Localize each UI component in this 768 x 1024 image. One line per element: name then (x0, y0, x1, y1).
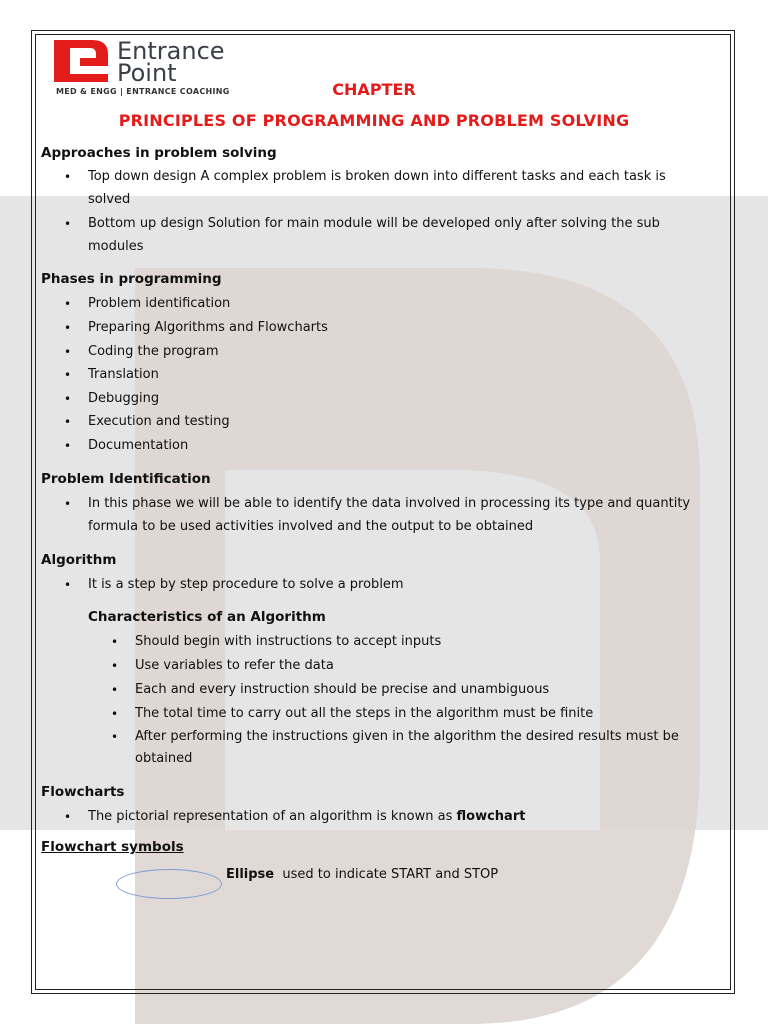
ellipse-description (226, 867, 498, 882)
entrance-point-logo-icon (52, 36, 112, 84)
characteristic-item-cont: obtained (135, 751, 193, 766)
bullet: • (64, 439, 72, 453)
bullet: • (64, 415, 72, 429)
heading-characteristics: Characteristics of an Algorithm (88, 609, 326, 625)
bullet: • (64, 392, 72, 406)
chapter-label: CHAPTER (332, 80, 416, 99)
heading-flowchart-symbols: Flowchart symbols (41, 839, 184, 855)
bullet: • (111, 659, 119, 673)
phase-item: Execution and testing (88, 414, 230, 429)
heading-approaches: Approaches in problem solving (41, 145, 277, 161)
bullet: • (111, 707, 119, 721)
brand-name-line2: Point (117, 59, 177, 87)
flowchart-term: flowchart (456, 809, 526, 824)
flowchart-definition-text: The pictorial representation of an algorithm is known as (88, 809, 457, 824)
characteristic-item: Use variables to refer the data (135, 658, 334, 673)
ellipse-name: Ellipse (226, 867, 275, 882)
approach-item-1: Top down design A complex problem is broken down into different tasks and each task is (88, 169, 666, 184)
bullet: • (111, 683, 119, 697)
approach-item-1-cont: solved (88, 192, 131, 207)
bullet: • (64, 321, 72, 335)
bullet: • (64, 170, 72, 184)
problem-identification-text-cont: formula to be used activities involved and the output to be obtained (88, 519, 534, 534)
algorithm-definition: It is a step by step procedure to solve a problem (88, 577, 404, 592)
characteristic-item: After performing the instructions given in the algorithm the desired results must be (135, 729, 679, 744)
heading-algorithm: Algorithm (41, 552, 117, 568)
bullet: • (64, 497, 72, 511)
chapter-title: PRINCIPLES OF PROGRAMMING AND PROBLEM SOLVING (118, 111, 630, 130)
problem-identification-text: In this phase we will be able to identify the data involved in processing its type and quantity (88, 496, 691, 511)
phase-item: Problem identification (88, 296, 231, 311)
flowchart-definition (88, 805, 525, 828)
bullet: • (111, 730, 119, 744)
phase-item: Preparing Algorithms and Flowcharts (88, 320, 328, 335)
heading-flowcharts: Flowcharts (41, 784, 125, 800)
phase-item: Coding the program (88, 344, 219, 359)
characteristic-item: Each and every instruction should be precise and unambiguous (135, 682, 550, 697)
heading-phases: Phases in programming (41, 271, 222, 287)
bullet: • (64, 217, 72, 231)
bullet: • (111, 635, 119, 649)
phase-item: Debugging (88, 391, 160, 406)
phase-item: Documentation (88, 438, 189, 453)
bullet: • (64, 297, 72, 311)
phase-item: Translation (88, 367, 159, 382)
bullet: • (64, 578, 72, 592)
ellipse-symbol (116, 869, 222, 899)
ellipse-desc: used to indicate START and STOP (274, 867, 499, 882)
characteristic-item: The total time to carry out all the steps in the algorithm must be finite (135, 706, 594, 721)
bullet: • (64, 368, 72, 382)
brand-name-line1: Entrance (117, 37, 225, 65)
brand-tagline: MED & ENGG | ENTRANCE COACHING (56, 87, 230, 96)
heading-problem-identification: Problem Identification (41, 471, 211, 487)
approach-item-2-cont: modules (88, 239, 144, 254)
bullet: • (64, 810, 72, 824)
characteristic-item: Should begin with instructions to accept inputs (135, 634, 442, 649)
bullet: • (64, 345, 72, 359)
approach-item-2: Bottom up design Solution for main module will be developed only after solving the sub (88, 216, 660, 231)
